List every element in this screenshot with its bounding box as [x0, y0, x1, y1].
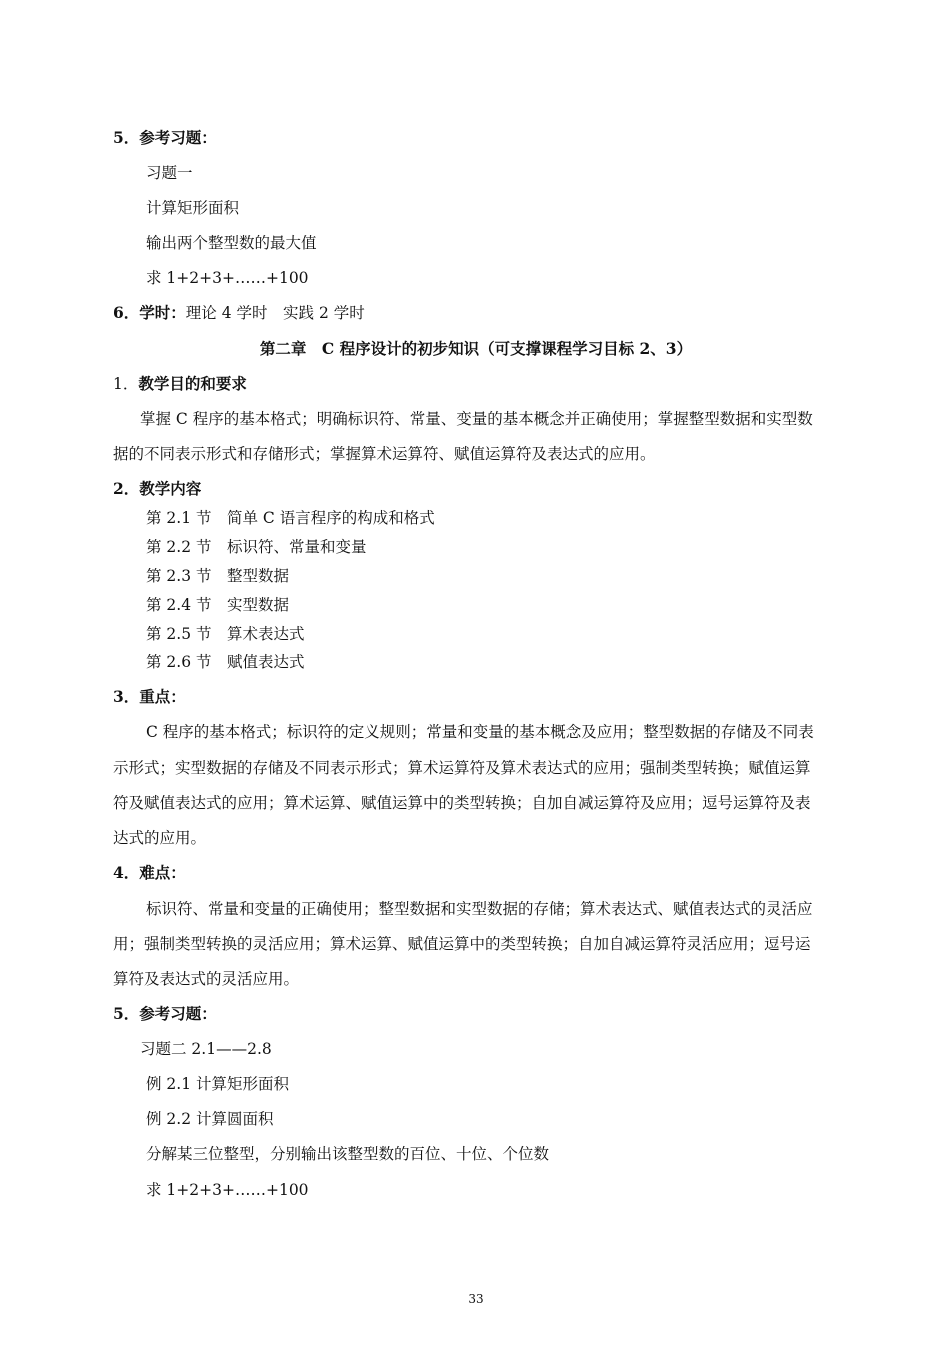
- exercises-heading: 5．参考习题：: [113, 128, 217, 147]
- exercise-item: 输出两个整型数的最大值: [146, 234, 317, 252]
- goals-text: 据的不同表示形式和存储形式；掌握算术运算符、赋值运算符及表达式的应用。: [113, 445, 656, 463]
- exercise-item: 习题一: [146, 164, 193, 182]
- goals-number: 1．: [113, 375, 139, 393]
- exercise2-item: 求 1+2+3+……+100: [146, 1181, 309, 1199]
- exercises2-heading: 5．参考习题：: [113, 1004, 217, 1023]
- section-number: 第 2.5 节: [146, 625, 212, 643]
- hours-label: 6．学时：: [113, 303, 186, 322]
- section-number: 第 2.2 节: [146, 538, 212, 556]
- chapter-title: 第二章 C 程序设计的初步知识（可支撑课程学习目标 2、3）: [259, 339, 693, 358]
- key-text: 示形式；实型数据的存储及不同表示形式；算术运算符及算术表达式的应用；强制类型转换；赋值运算: [113, 759, 811, 777]
- exercise-item: 计算矩形面积: [146, 199, 240, 217]
- goals-heading-line: [113, 374, 247, 394]
- section-item: [146, 537, 367, 557]
- key-text: 达式的应用。: [113, 829, 207, 847]
- section-title: 赋值表达式: [227, 653, 305, 671]
- section-title: 算术表达式: [227, 625, 305, 643]
- section-item: [146, 652, 305, 672]
- goals-text: 掌握 C 程序的基本格式；明确标识符、常量、变量的基本概念并正确使用；掌握整型数据和实型数: [140, 410, 813, 428]
- section-title: 标识符、常量和变量: [227, 538, 367, 556]
- difficulty-text: 标识符、常量和变量的正确使用；整型数据和实型数据的存储；算术表达式、赋值表达式的灵活应: [146, 900, 813, 918]
- section-title: 实型数据: [227, 596, 290, 614]
- section-number: 第 2.3 节: [146, 567, 212, 585]
- exercise-item: 求 1+2+3+……+100: [146, 269, 309, 287]
- page-number: 33: [468, 1292, 484, 1306]
- hours-line: [113, 303, 365, 323]
- exercise2-item: 例 2.2 计算圆面积: [146, 1110, 274, 1128]
- section-title: 整型数据: [227, 567, 290, 585]
- section-number: 第 2.1 节: [146, 509, 212, 527]
- section-item: [146, 595, 290, 615]
- exercise2-item: 习题二 2.1——2.8: [140, 1040, 272, 1058]
- section-item: [146, 624, 305, 644]
- content-heading: 2．教学内容: [113, 479, 202, 498]
- key-text: C 程序的基本格式；标识符的定义规则；常量和变量的基本概念及应用；整型数据的存储及不同表: [146, 723, 814, 741]
- difficulty-text: 用；强制类型转换的灵活应用；算术运算、赋值运算中的类型转换；自加自减运算符灵活应用；逗号运: [113, 935, 811, 953]
- difficulty-heading: 4．难点：: [113, 863, 186, 882]
- difficulty-text: 算符及表达式的灵活应用。: [113, 970, 300, 988]
- key-text: 符及赋值表达式的应用；算术运算、赋值运算中的类型转换；自加自减运算符及应用；逗号运算符及表: [113, 794, 811, 812]
- goals-heading: 教学目的和要求: [138, 374, 247, 393]
- exercise2-item: 分解某三位整型，分别输出该整型数的百位、十位、个位数: [146, 1145, 550, 1163]
- section-item: [146, 508, 435, 528]
- section-item: [146, 566, 290, 586]
- hours-text: 理论 4 学时 实践 2 学时: [185, 304, 365, 322]
- section-number: 第 2.4 节: [146, 596, 212, 614]
- key-heading: 3．重点：: [113, 687, 186, 706]
- exercise2-item: 例 2.1 计算矩形面积: [146, 1075, 290, 1093]
- section-number: 第 2.6 节: [146, 653, 212, 671]
- section-title: 简单 C 语言程序的构成和格式: [227, 509, 435, 527]
